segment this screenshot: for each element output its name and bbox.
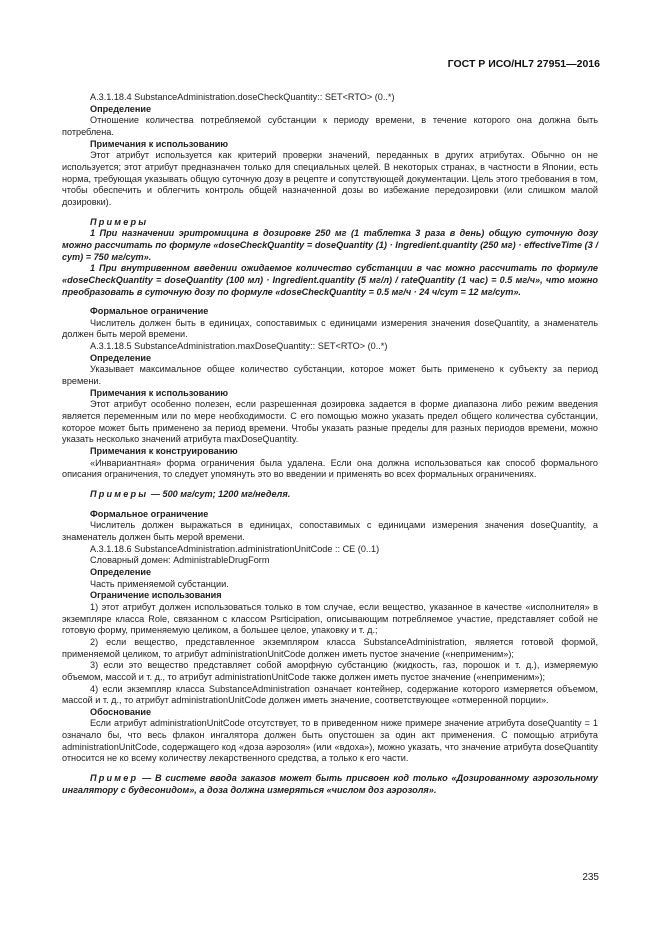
example-line — [62, 773, 598, 796]
example-2: 1 При внутривенном введении ожидаемое количество субстанции в час можно рассчитать по формуле «doseCheckQuantity = doseQuantity (100 мл) · Ingredient.quantity (5 мг/л) / rateQuantity (1 час) = 0.5 мг/ч», что можно преобразовать в суточную дозу по формуле «doseCheckQuantity = 0.5 мг/ч · 24 ч/сут = 12 мг/сут». — [62, 263, 598, 297]
definition-heading: Определение — [90, 352, 152, 363]
page-number: 235 — [582, 872, 599, 883]
usage-notes-text: Этот атрибут используется как критерий проверки значений, переданных в других атрибутах. Обычно он не используется; этот атрибут предназначен только для специальных целей. В некоторых странах, в частности в Японии, есть норма, требующая указывать общую суточную дозу в рецепте и сопутствующей документации. Цель этого требования в том, чтобы обеспечить и облегчить контроль общей назначенной дозы во избежание передозировки (или слишком малой дозировки). — [62, 150, 598, 207]
definition-text: Указывает максимальное общее количество субстанции, которое может быть применено к субъекту за период времени. — [62, 364, 598, 387]
usage-limit-item-2: 2) если вещество, представленное экземпляром класса SubstanceAdministration, является готовой формой, применяемой целиком, то атрибут administrationUnitCode должен иметь пустое значение («неприменим»); — [62, 636, 598, 659]
vocabulary-domain: Словарный домен: AdministrableDrugForm — [90, 555, 270, 566]
formal-constraint-heading: Формальное ограничение — [90, 306, 209, 317]
rationale-text: Если атрибут administrationUnitCode отсутствует, то в приведенном ниже примере значение атрибута doseQuantity = 1 означало бы, что весь флакон ингалятора должен быть опустошен за один акт применения. С помощью атрибута administrationUnitCode, содержащего код «доза аэрозоля» (или «вдоха»), можно указать, что значение атрибута doseQuantity относится не ко всему количеству лекарственного средства, а только к его части. — [62, 718, 598, 764]
rationale-heading: Обоснование — [90, 706, 152, 717]
definition-heading: Определение — [90, 566, 152, 577]
examples-heading: Примеры — [90, 216, 149, 227]
usage-notes-heading: Примечания к использованию — [90, 387, 229, 398]
usage-notes-text: Этот атрибут особенно полезен, если разрешенная дозировка задается в форме диапазона либо режим введения является переменным или по мере необходимости. С его помощью можно указать предел общего количества субстанции, которое может быть применено за период времени. Чтобы указать разные пределы для разных периодов времени, можно указать несколько значений атрибута maxDoseQuantity. — [62, 399, 598, 445]
document-body — [62, 92, 598, 796]
definition-text: Отношение количества потребляемой субстанции к периоду времени, в течение которого она должна быть потреблена. — [62, 115, 598, 137]
examples-line — [62, 489, 598, 501]
definition-heading: Определение — [90, 103, 152, 114]
usage-limit-item-3: 3) если это вещество представляет собой аморфную субстанцию (жидкость, газ, порошок и т. д.), измеряемую объемом, массой и т. д., то атрибут administrationUnitCode также должен иметь пустое значение («неприменим»); — [62, 660, 598, 682]
construction-notes-heading: Примечания к конструированию — [90, 446, 238, 457]
examples-values: — 500 мг/сут; 1200 мг/неделя. — [148, 489, 291, 499]
definition-text: Часть применяемой субстанции. — [90, 578, 229, 589]
usage-limit-item-1: 1) этот атрибут должен использоваться только в том случае, если вещество, указанное в качестве «исполнителя» в экземпляре класса Role, связанном с классом Psrticipation, описывающим потребляемое участие, представляет собой не готовую форму, применяемую целиком, а большее целое, упаковку и т. д.; — [62, 601, 598, 636]
usage-notes-heading: Примечания к использованию — [90, 138, 229, 149]
example-text: — В системе ввода заказов может быть присвоен код только «Дозированному аэрозольному ингалятору с будесонидом», а доза должна измеряться «числом доз аэрозоля». — [62, 773, 598, 795]
construction-notes-text: «Инвариантная» форма ограничения была удалена. Если она должна использоваться как способ формального описания ограничения, то следует упомянуть это во введении и применять во всех формальных ограничениях. — [62, 457, 598, 480]
formal-constraint-heading: Формальное ограничение — [90, 508, 209, 519]
example-1: 1 При назначении эритромицина в дозировке 250 мг (1 таблетка 3 раза в день) общую суточную дозу можно рассчитать по формуле «doseCheckQuantity = doseQuantity (1) · Ingredient.quantity (250 мг) · effectiveTime (3 / сут) = 750 мг/сут». — [62, 228, 598, 262]
formal-constraint-text: Числитель должен быть в единицах, сопоставимых с единицами измерения значения doseQuantity, а знаменатель должен быть мерой времени. — [62, 317, 598, 340]
formal-constraint-text: Числитель должен выражаться в единицах, сопоставимых с единицами измерения значения doseQuantity, а знаменатель должен быть мерой времени. — [62, 520, 598, 542]
usage-limit-heading: Ограничение использования — [90, 590, 222, 601]
attr-administration-unit-code: A.3.1.18.6 SubstanceAdministration.administrationUnitCode :: CE (0..1) — [90, 543, 380, 554]
attr-max-dose-quantity: A.3.1.18.5 SubstanceAdministration.maxDoseQuantity:: SET<RTO> (0..*) — [90, 341, 388, 352]
attr-dose-check-quantity: A.3.1.18.4 SubstanceAdministration.doseCheckQuantity:: SET<RTO> (0..*) — [90, 92, 395, 102]
standard-header: ГОСТ Р ИСО/HL7 27951—2016 — [447, 58, 600, 70]
examples-label: Примеры — [90, 489, 149, 499]
example-label: Пример — [90, 773, 139, 784]
usage-limit-item-4: 4) если экземпляр класса SubstanceAdministration означает контейнер, содержание которого измеряется объемом, массой и т. д., то атрибут administrationUnitCode должен иметь значение, соответствующее «отмеренной порции». — [62, 683, 598, 706]
